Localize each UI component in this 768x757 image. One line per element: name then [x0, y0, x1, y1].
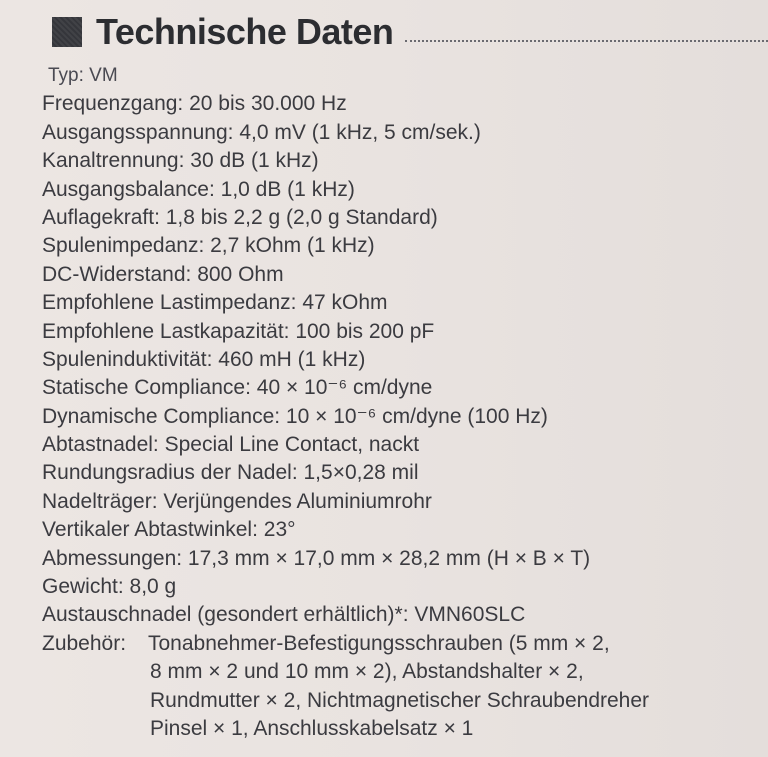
page-title: Technische Daten: [96, 11, 394, 52]
spec-item: Ausgangsspannung: 4,0 mV (1 kHz, 5 cm/sek.): [42, 120, 481, 144]
spec-list: [42, 62, 768, 743]
accessories-line: Tonabnehmer-Befestigungsschrauben (5 mm × 2,: [148, 631, 610, 655]
spec-item: Dynamische Compliance: 10 × 10⁻⁶ cm/dyne (100 Hz): [42, 404, 548, 428]
spec-item: Vertikaler Abtastwinkel: 23°: [42, 518, 296, 542]
accessories-line: Rundmutter × 2, Nichtmagnetischer Schraubendreher: [150, 688, 650, 712]
spec-item: Rundungsradius der Nadel: 1,5×0,28 mil: [42, 461, 419, 485]
spec-item: Spuleninduktivität: 460 mH (1 kHz): [42, 347, 366, 371]
section-header: [52, 10, 768, 54]
spec-item: Kanaltrennung: 30 dB (1 kHz): [42, 149, 319, 173]
accessories-item: [42, 630, 768, 658]
accessories-line: Pinsel × 1, Anschlusskabelsatz × 1: [150, 716, 474, 740]
spec-item: Ausgangsbalance: 1,0 dB (1 kHz): [42, 177, 355, 201]
spec-item: Typ: VM: [48, 65, 118, 86]
spec-item: Frequenzgang: 20 bis 30.000 Hz: [42, 92, 347, 116]
spec-item: Austauschnadel (gesondert erhältlich)*: VMN60SLC: [42, 603, 526, 627]
spec-item: Abmessungen: 17,3 mm × 17,0 mm × 28,2 mm (H × B × T): [42, 546, 591, 570]
spec-item: Empfohlene Lastkapazität: 100 bis 200 pF: [42, 319, 435, 343]
spec-item: Spulenimpedanz: 2,7 kOhm (1 kHz): [42, 234, 375, 258]
accessories-line: 8 mm × 2 und 10 mm × 2), Abstandshalter × 2,: [150, 660, 584, 684]
spec-item: Gewicht: 8,0 g: [42, 575, 177, 599]
spec-item: DC-Widerstand: 800 Ohm: [42, 262, 284, 286]
spec-item: Abtastnadel: Special Line Contact, nackt: [42, 433, 420, 457]
spec-item: Statische Compliance: 40 × 10⁻⁶ cm/dyne: [42, 376, 433, 400]
square-bullet-icon: [52, 17, 82, 47]
spec-item: Auflagekraft: 1,8 bis 2,2 g (2,0 g Standard): [42, 205, 438, 229]
accessories-label: Zubehör:: [42, 631, 127, 655]
spec-item: Empfohlene Lastimpedanz: 47 kOhm: [42, 291, 388, 315]
spec-item: Nadelträger: Verjüngendes Aluminiumrohr: [42, 489, 432, 513]
dotted-leader-line: [405, 40, 768, 42]
